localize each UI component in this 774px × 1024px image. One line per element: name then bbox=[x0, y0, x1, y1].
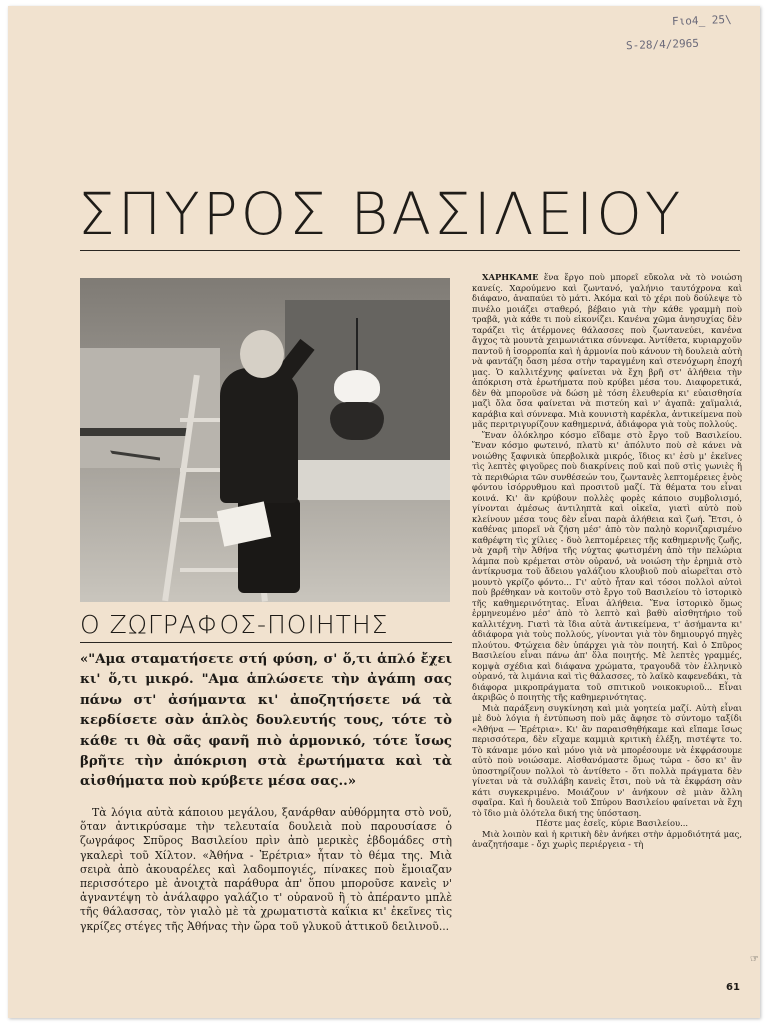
article-photo bbox=[80, 278, 450, 602]
title-rule bbox=[80, 250, 740, 251]
body-text-right bbox=[472, 272, 742, 850]
paragraph-text: ἕνα ἔργο ποὺ μπορεῖ εὔκολα νὰ τὸ νοιώση κανείς. Χαρούμενο καὶ ζωντανό, γαλήνιο ταυτόχρονα καὶ διάφανο, ἀναπαύει τὸ μάτι. Ἀκόμα καὶ τὸ χέρι ποὺ δούλεψε τὸ πινέλο μοιάζει σταθερό, βέβαιο γιὰ τὴν κάθε γραμμὴ ποὺ τραβᾶ, γιὰ κάθε τι ποὺ εἰκονίζει. Κανένα χῶμα ἀνησυχίας δὲν ταράζει τὶς ἀτέρμονες θάλασσες ποὺ ζωντανεύει, κανένα ἄγχος τὰ μουντὰ χειμωνιάτικα σύννεφα. Ἀντίθετα, κυριαρχοῦν παντοῦ ἡ ἰσορροπία καὶ ἡ ἁρμονία ποὺ κάνουν τὴ δουλειὰ αὐτὴ νὰ φαντάζη ὄαση μέσα στὴν ταραγμένη καὶ στενόχωρη ἐποχή μας. Ὁ καλλιτέχνης φαίνεται νὰ ἔχη βρῆ στ' ἀλήθεια τὴν ἀπόκριση στὰ ἐρωτήματα ποὺ κρύβει μέσα του. Διαφορετικά, δὲν θὰ μποροῦσε νὰ δώση μὲ τόση ἐλευθερία κι' εὐαισθησία μαζὶ ὅλα ὅσα φαίνεται νὰ πιστεύη καὶ ν' ἀγαπᾶ: χαϊμαλιά, καράβια καὶ σύννεφα. Μιὰ κουνιστὴ καρέκλα, ἀντικείμενα ποὺ μᾶς περιτριγυρίζουν καθημερινά, ἀδιάφορα γιὰ τοὺς πολλούς. bbox=[472, 272, 742, 429]
body-paragraph: Τὰ λόγια αὐτὰ κάποιου μεγάλου, ξανάρθαν αὐθόρμητα στὸ νοῦ, ὅταν ἀντικρύσαμε τὴν τελευταία δουλειὰ ποὺ παρουσίασε ὁ ζωγράφος Σπῦρος Βασιλείου πρὶν ἀπὸ μερικὲς ἑβδομάδες στὴ γκαλερὶ τοῦ Χίλτον. «Ἀθήνα - Ἐρέτρια» ἦταν τὸ θέμα της. Μιὰ σειρὰ ἀπὸ ἀκουαρέλες καὶ λαδομπογιές, πίνακες ποὺ ἔμοιαζαν περισσότερο μὲ ἀνοιχτὰ παράθυρα ἀπ' ὅπου μποροῦσε κανεὶς ν' ἀγναντέψη τὸ ἀνάλαφρο γαλάζιο τ' οὐρανοῦ ἢ τὸ ἀπέραντο μπλὲ τῆς θάλασσας, τὸν γιαλὸ μὲ τὰ χρωματιστὰ καΐκια κι' ἐκεῖνες τὶς γκρίζες στέγες τῆς Ἀθήνας τὴν ὥρα τοῦ γλυκοῦ ἀττικοῦ δειλινοῦ... bbox=[80, 806, 452, 933]
body-paragraph-5: Μιὰ λοιπὸν καὶ ἡ κριτικὴ δὲν ἀνήκει στὴν ἁρμοδιότητά μας, ἀναζητήσαμε - ὄχι χωρὶς περιέργεια - τὴ bbox=[472, 828, 742, 849]
page-number: 61 bbox=[726, 982, 740, 993]
oil-lamp bbox=[334, 370, 380, 404]
body-paragraph-1 bbox=[472, 272, 742, 430]
subtitle-rule bbox=[80, 642, 452, 643]
painting-left bbox=[80, 348, 220, 468]
body-paragraph-2: Ἕναν ὁλόκληρο κόσμο εἴδαμε στὸ ἔργο τοῦ Βασιλείου. Ἕναν κόσμο φωτεινό, πλατὺ κι' ἀπόλυτο ποὺ σὲ κάνει νὰ νοιώθης ξαφνικὰ ὑπερβολικὰ μικρός, ἴδιος κι' ἐσὺ μ' ἐκεῖνες τὶς λεπτὲς φιγοῦρες ποὺ διακρίνεις ποῦ καὶ ποῦ στὶς γωνιὲς ἢ τὰ περιθώρια τῶν συνθέσεών του, ζωντανὲς λεπτομέρειες ἑνὸς φόντου ἰσόρρυθμου καὶ προσιτοῦ μαζί. Τὰ θέματα του εἶναι κοινά. Κι' ἂν κρύβουν πολλὲς φορὲς κάποιο συμβολισμό, γίνονται ἀμέσως ἀντιληπτὰ καὶ οἰκεῖα, γιατὶ αὐτὸ ποὺ κλείνουν μέσα τους δὲν εἶναι παρὰ ἀλήθεια καὶ ζωή. Ἔτσι, ὁ καθένας μπορεῖ νὰ ζήση μέσ' ἀπὸ τὸν παληὸ κορνιζαρισμένο καθρέφτη τὶς χίλιες - δυὸ λεπτομέρειες τῆς καθημερινῆς ζωῆς, νὰ χαρῆ τὴν Ἀθήνα τῆς νύχτας φωτισμένη ἀπὸ τὴν πελώρια λάμπα ποὺ κρέμεται στὸν οὐρανό, νὰ νοιώση τὴν ἐρημιὰ στὸ ἀντίκρυσμα τοῦ ἄδειου γαλάζιου κλουβιοῦ ποὺ αἰωρεῖται στὸ μουντὸ γκρίζο φόντο... Γι' αὐτὸ ἦταν καὶ τόσοι πολλοὶ αὐτοὶ ποὺ βρέθηκαν νὰ κοιτοῦν στὸ ἔργο τοῦ Βασιλείου τὸ ἱστορικὸ τῆς καθημερινότητας. Εἶναι ἀλήθεια. Ἕνα ἱστορικὸ ὅμως ἑρμηνευμένο μέσ' ἀπὸ τὸ λεπτὸ καὶ βαθὺ αἰσθητήριο τοῦ καλλιτέχνη. Γιατὶ τὰ ἴδια αὐτὰ ἀντικείμενα, τ' ἀσήμαντα κι' ἀδιάφορα γιὰ τοὺς πολλούς, γίνονται γιὰ τὸν δημιουργό πηγὲς πλούτου. Φτώχεια δὲν ὑπάρχει γιὰ τὸν ποιητή. Καὶ ὁ Σπῦρος Βασιλείου εἶναι πάνω ἀπ' ὅλα ποιητής. Μὲ λεπτὲς γραμμές, κομψὰ σχέδια καὶ διάφανα χρώματα, τραγουδᾶ τὸν ἑλληνικὸ οὐρανό, τὰ λιμάνια καὶ τὶς θάλασσες, τὸ λαϊκὸ καφενεδάκι, τὰ διάφορα μικροπράγματα τοῦ σπιτικοῦ νοικοκυριοῦ... Εἶναι ἀκριβῶς ὁ ποιητὴς τῆς καθημερινότητας. bbox=[472, 429, 742, 702]
handwritten-date: S-28/4/2965 bbox=[625, 36, 700, 53]
continued-arrow-icon: ☞ bbox=[750, 954, 759, 965]
handwritten-archive-code: Fιο4_ 25\ bbox=[671, 12, 732, 29]
body-paragraph-4: Πέστε μας ἐσεῖς, κύριε Βασιλείου... bbox=[535, 818, 689, 828]
pull-quote: «"Αμα σταματήσετε στή φύση, σ' ὅ,τι ἁπλό ἔχει κι' ὅ,τι μικρό. "Αμα ἁπλώσετε τὴν ἀγάπη σας πάνω στ' ἀσήμαντα κι' ἀποζητήσετε νά τὰ κερδίσετε σὰν ἁπλὸς δουλευτής τους, τότε τὸ κάθε τι θὰ σᾶς φανῆ πιὸ ἁρμονικό, τότε ἴσως βρῆτε τὴν ἀπόκριση στὰ ἐρωτήματα καὶ τὰ αἰσθήματα ποὺ κρύβετε μέσα σας..» bbox=[80, 652, 452, 790]
body-text-left bbox=[80, 806, 452, 934]
body-paragraph-3: Μιὰ παράξενη συγκίνηση καὶ μιὰ γοητεία μαζί. Αὐτὴ εἶναι μὲ δυὸ λόγια ἡ ἐντύπωση ποὺ μᾶς ἄφησε τὸ σύντομο ταξίδι «Ἀθήνα — Ἐρέτρια». Κι' ἂν παραισθηθήκαμε καὶ εἴπαμε ἴσως περισσότερα, δὲν εἴχαμε καμμιὰ κριτικὴ ἐλέξη, πιστέψτε το. Τὸ κάναμε μόνο καὶ μόνο γιὰ νὰ μπορέσουμε νὰ ἐκφράσουμε αὐτὸ ποὺ νοιώσαμε. Αἰσθανόμαστε ὅμως τώρα - ὅσο κι' ἂν ὑποστηρίζουν πολλοὶ τὸ ἀντίθετο - ὅτι πολλὰ πράγματα δὲν γίνεται νὰ τὰ συλλάβη κανεὶς ἔτσι, ποὺ νὰ τὰ ἐκφράση σὰν κάτι συγκεκριμένο. Μοιάζουν ν' ἀνήκουν σὲ μιὰν ἄλλη σφαῖρα. Καὶ ἡ δουλειὰ τοῦ Σπύρου Βασιλείου φαίνεται νὰ ἔχη τὸ ἴδιο μιὰ ὁλότελα δική της ὑπόσταση. bbox=[472, 702, 742, 818]
lead-word: ΧΑΡΗΚΑΜΕ bbox=[482, 272, 539, 282]
article-subtitle: Ο ΖΩΓΡΑΦΟΣ-ΠΟΙΗΤΗΣ bbox=[80, 610, 389, 639]
article-title: ΣΠΥΡΟΣ ΒΑΣΙΛΕΙΟΥ bbox=[78, 180, 684, 248]
